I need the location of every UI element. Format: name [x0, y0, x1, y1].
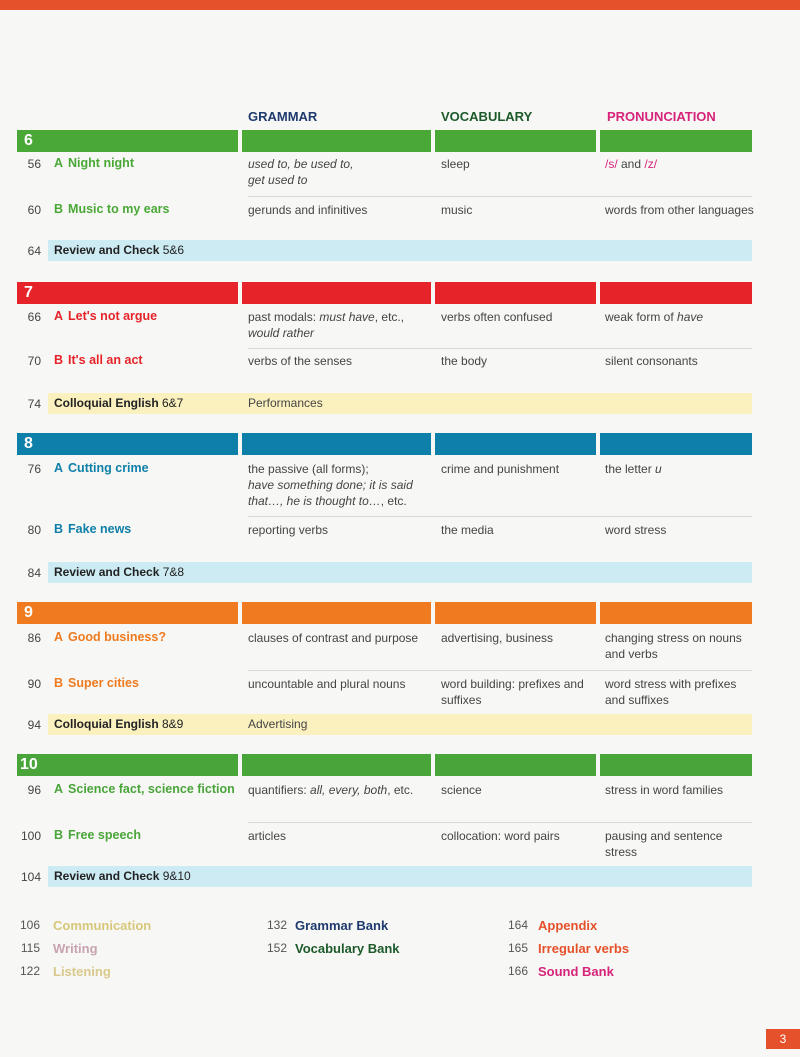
sound-bank-page: 166	[507, 964, 528, 978]
vocabulary-bank-page: 152	[266, 941, 287, 955]
irregular-verbs-page: 165	[507, 941, 528, 955]
lesson-6a-title[interactable]: A Night night	[54, 156, 134, 170]
lesson-10b-title[interactable]: B Free speech	[54, 828, 141, 842]
sound-bank-link[interactable]: Sound Bank	[538, 964, 614, 979]
unit-9-number: 9	[24, 604, 33, 621]
lesson-9a-pronunciation: changing stress on nouns and verbs	[605, 631, 742, 661]
appendix-link[interactable]: Appendix	[538, 918, 598, 933]
lesson-9b-pronunciation: word stress with prefixes and suffixes	[605, 677, 737, 707]
lesson-10b-page: 100	[20, 829, 41, 843]
colloquial-9-page: 94	[27, 718, 41, 732]
lesson-9b-page: 90	[27, 677, 41, 691]
lesson-7b-vocabulary: the body	[441, 354, 488, 368]
review-6-page: 64	[27, 244, 41, 258]
lesson-7a-pronunciation: weak form of have	[605, 310, 704, 324]
listening-link[interactable]: Listening	[53, 964, 111, 979]
grammar-bank-page: 132	[266, 918, 287, 932]
lesson-8b-grammar: reporting verbs	[248, 523, 329, 537]
lesson-9b-grammar: uncountable and plural nouns	[248, 677, 406, 691]
header-pronunciation: PRONUNCIATION	[607, 109, 716, 124]
lesson-8b-vocabulary: the media	[441, 523, 494, 537]
unit-8-band-grammar	[242, 433, 431, 455]
lesson-9a-page: 86	[27, 631, 41, 645]
lesson-8a-page: 76	[27, 462, 41, 476]
colloquial-english-6-7[interactable]: Colloquial English 6&7 Performances	[48, 393, 752, 414]
unit-6-band-pron	[600, 130, 752, 152]
unit-10-band-grammar	[242, 754, 431, 776]
unit-6-band-grammar	[242, 130, 431, 152]
lesson-7b-title[interactable]: B It's all an act	[54, 353, 143, 367]
lesson-9a-title[interactable]: A Good business?	[54, 630, 166, 644]
header-grammar: GRAMMAR	[248, 109, 318, 124]
unit-7-number: 7	[24, 284, 33, 301]
listening-page: 122	[19, 964, 40, 978]
lesson-10b-grammar: articles	[248, 829, 287, 843]
lesson-7a-grammar: past modals: must have, etc., would rather	[248, 310, 405, 340]
page-number: 3	[766, 1029, 800, 1049]
lesson-10a-grammar: quantifiers: all, every, both, etc.	[248, 783, 414, 797]
unit-10-band	[17, 754, 238, 776]
lesson-6a-page: 56	[27, 157, 41, 171]
lesson-9a-vocabulary: advertising, business	[441, 631, 554, 645]
unit-9-band-pron	[600, 602, 752, 624]
lesson-6b-pronunciation: words from other languages	[605, 203, 754, 217]
lesson-6a-vocabulary: sleep	[441, 157, 470, 171]
unit-8-band-vocab	[435, 433, 596, 455]
lesson-7b-pronunciation: silent consonants	[605, 354, 698, 368]
unit-8-number: 8	[24, 435, 33, 452]
unit-9-band-vocab	[435, 602, 596, 624]
appendix-page: 164	[507, 918, 528, 932]
lesson-10a-page: 96	[27, 783, 41, 797]
review-8-page: 84	[27, 566, 41, 580]
unit-6-number: 6	[24, 132, 33, 149]
row-divider	[248, 348, 752, 349]
review-check-5-6[interactable]: Review and Check 5&6	[48, 240, 752, 261]
grammar-bank-link[interactable]: Grammar Bank	[295, 918, 389, 933]
unit-9-band	[17, 602, 238, 624]
irregular-verbs-link[interactable]: Irregular verbs	[538, 941, 630, 956]
lesson-6a-grammar: used to, be used to, get used to	[248, 157, 354, 187]
lesson-6b-grammar: gerunds and infinitives	[248, 203, 368, 217]
lesson-9a-grammar: clauses of contrast and purpose	[248, 631, 419, 645]
lesson-8a-pronunciation: the letter u	[605, 462, 662, 476]
lesson-7b-grammar: verbs of the senses	[248, 354, 353, 368]
lesson-8b-pronunciation: word stress	[605, 523, 667, 537]
lesson-10a-pronunciation: stress in word families	[605, 783, 724, 797]
lesson-10b-pronunciation: pausing and sentence stress	[605, 829, 723, 859]
colloquial-english-8-9[interactable]: Colloquial English 8&9 Advertising	[48, 714, 752, 735]
lesson-9b-title[interactable]: B Super cities	[54, 676, 139, 690]
lesson-7a-page: 66	[27, 310, 41, 324]
unit-7-band	[17, 282, 238, 304]
lesson-7b-page: 70	[27, 354, 41, 368]
lesson-7a-vocabulary: verbs often confused	[441, 310, 553, 324]
communication-link[interactable]: Communication	[53, 918, 152, 933]
row-divider	[248, 670, 752, 671]
unit-10-number: 10	[20, 756, 38, 773]
lesson-10a-vocabulary: science	[441, 783, 482, 797]
review-check-7-8[interactable]: Review and Check 7&8	[48, 562, 752, 583]
unit-7-band-vocab	[435, 282, 596, 304]
unit-7-band-grammar	[242, 282, 431, 304]
lesson-8a-vocabulary: crime and punishment	[441, 462, 560, 476]
communication-page: 106	[19, 918, 40, 932]
lesson-7a-title[interactable]: A Let's not argue	[54, 309, 158, 323]
unit-6-band-vocab	[435, 130, 596, 152]
row-divider	[248, 822, 752, 823]
vocabulary-bank-link[interactable]: Vocabulary Bank	[295, 941, 400, 956]
lesson-10a-title[interactable]: A Science fact, science fiction	[54, 782, 235, 796]
lesson-6b-title[interactable]: B Music to my ears	[54, 202, 170, 216]
header-vocabulary: VOCABULARY	[441, 109, 533, 124]
lesson-8a-title[interactable]: A Cutting crime	[54, 461, 149, 475]
row-divider	[248, 196, 752, 197]
review-check-9-10[interactable]: Review and Check 9&10	[48, 866, 752, 887]
unit-8-band-pron	[600, 433, 752, 455]
unit-6-band	[17, 130, 238, 152]
unit-10-band-pron	[600, 754, 752, 776]
writing-page: 115	[20, 941, 40, 955]
unit-8-band	[17, 433, 238, 455]
lesson-8a-grammar: the passive (all forms); have something done; it is said that…, he is thought to…, etc.	[248, 462, 413, 508]
top-color-bar	[0, 0, 800, 10]
lesson-6a-pronunciation: /s/ and /z/	[605, 157, 658, 171]
review-10-page: 104	[20, 870, 41, 884]
lesson-8b-title[interactable]: B Fake news	[54, 522, 132, 536]
lesson-10b-vocabulary: collocation: word pairs	[441, 829, 560, 843]
unit-7-band-pron	[600, 282, 752, 304]
lesson-6b-vocabulary: music	[441, 203, 473, 217]
colloquial-7-page: 74	[27, 397, 41, 411]
row-divider	[248, 516, 752, 517]
lesson-9b-vocabulary: word building: prefixes and suffixes	[441, 677, 584, 707]
lesson-6b-page: 60	[27, 203, 41, 217]
lesson-8b-page: 80	[27, 523, 41, 537]
unit-10-band-vocab	[435, 754, 596, 776]
writing-link[interactable]: Writing	[53, 941, 98, 956]
unit-9-band-grammar	[242, 602, 431, 624]
